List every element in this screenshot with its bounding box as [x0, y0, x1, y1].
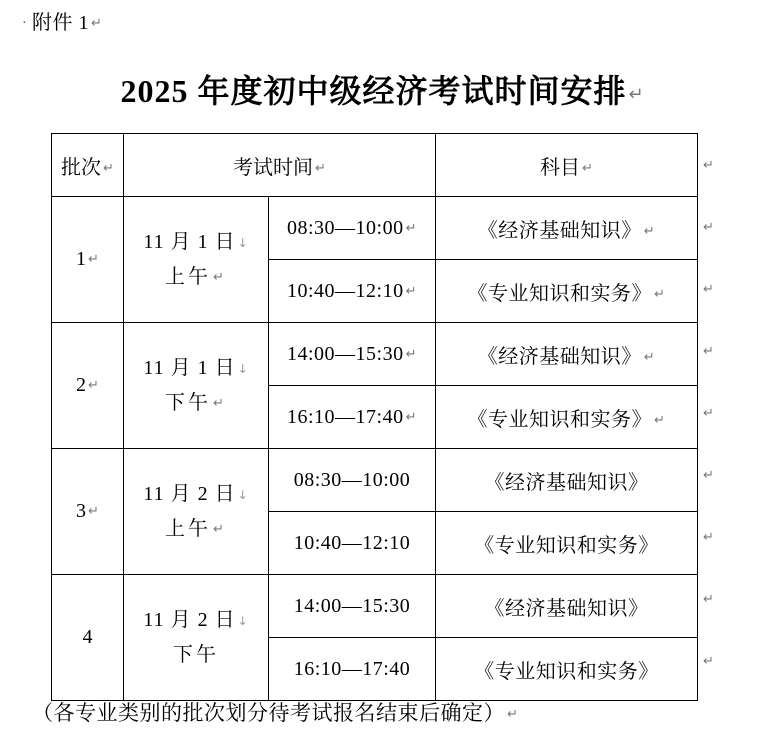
table-row [52, 449, 698, 512]
time-cell [269, 260, 436, 323]
paragraph-mark-icon: ↵ [703, 158, 714, 173]
subject-cell [436, 575, 698, 638]
time-range: 08:30—10:00 [293, 468, 411, 491]
subject-name: 《经济基础知识》 [477, 219, 642, 242]
batch-number: 4 [82, 626, 93, 648]
table-row [52, 323, 698, 386]
paragraph-mark-icon: ↵ [88, 378, 99, 393]
paragraph-mark-icon: ↵ [88, 252, 99, 267]
line-break-icon: ↓ [237, 613, 249, 628]
date-halfday-label: 上午 [165, 517, 212, 540]
paragraph-mark-icon: ↵ [703, 654, 714, 669]
paragraph-mark-icon: ↵ [703, 282, 714, 297]
subject-cell [436, 197, 698, 260]
date-cell [124, 197, 269, 323]
line-break-icon: ↓ [237, 487, 249, 502]
paragraph-mark-icon: ↵ [405, 283, 418, 299]
paragraph-mark-icon: ↵ [213, 269, 227, 285]
table-header-row [52, 134, 698, 197]
time-range: 14:00—15:30 [293, 594, 411, 617]
time-cell [269, 197, 436, 260]
paragraph-mark-icon: ↵ [405, 346, 418, 362]
date-halfday-label: 上午 [165, 265, 212, 288]
date-cell [124, 449, 269, 575]
paragraph-mark-icon: ↵ [405, 220, 418, 236]
page-title-text: 2025 年度初中级经济考试时间安排 [120, 73, 627, 109]
batch-number: 1 [76, 248, 87, 270]
attachment-label-line [22, 6, 102, 35]
paragraph-mark-icon: ↵ [703, 344, 714, 359]
date-cell [124, 575, 269, 701]
paragraph-mark-icon: ↵ [703, 468, 714, 483]
batch-number: 3 [76, 500, 87, 522]
paragraph-mark-icon: ↵ [703, 592, 714, 607]
footnote-text: （各专业类别的批次划分待考试报名结束后确定） [32, 701, 505, 725]
time-cell [269, 449, 436, 512]
subject-name: 《专业知识和实务》 [474, 660, 659, 683]
date-day-label: 11 月 2 日 [143, 608, 236, 631]
batch-cell [52, 575, 124, 701]
subject-cell [436, 638, 698, 701]
paragraph-mark-icon: ↵ [507, 707, 519, 722]
subject-name: 《专业知识和实务》 [474, 534, 659, 557]
column-header-subject-label: 科目 [540, 156, 581, 179]
line-break-icon: ↓ [237, 235, 249, 250]
time-cell [269, 323, 436, 386]
batch-cell [52, 449, 124, 575]
column-header-exam-time [124, 134, 436, 197]
column-header-batch-label: 批次 [61, 156, 102, 179]
subject-cell [436, 449, 698, 512]
date-day-label: 11 月 1 日 [143, 230, 236, 253]
subject-name: 《经济基础知识》 [477, 345, 642, 368]
column-header-exam-time-label: 考试时间 [233, 156, 314, 179]
table-row [52, 575, 698, 638]
paragraph-mark-icon: ↵ [643, 349, 656, 365]
time-range: 16:10—17:40 [286, 405, 404, 428]
paragraph-mark-icon: ↵ [88, 504, 99, 519]
batch-cell [52, 197, 124, 323]
subject-cell [436, 386, 698, 449]
paragraph-mark-icon: ↵ [315, 160, 326, 176]
subject-cell [436, 512, 698, 575]
time-cell [269, 638, 436, 701]
paragraph-mark-icon: ↵ [703, 530, 714, 545]
date-day-label: 11 月 2 日 [143, 482, 236, 505]
subject-name: 《经济基础知识》 [484, 471, 649, 494]
time-cell [269, 512, 436, 575]
paragraph-mark-icon: ↵ [405, 409, 418, 425]
date-cell [124, 323, 269, 449]
paragraph-mark-icon: ↵ [103, 160, 114, 176]
paragraph-mark-icon: ↵ [213, 521, 227, 537]
subject-name: 《经济基础知识》 [484, 597, 649, 620]
paragraph-mark-icon: ↵ [654, 412, 666, 428]
column-header-batch [52, 134, 124, 197]
time-range: 14:00—15:30 [286, 342, 404, 365]
page-title [0, 66, 765, 112]
date-halfday-label: 下午 [173, 643, 219, 666]
bullet-dot: · [22, 16, 28, 32]
subject-cell [436, 323, 698, 386]
paragraph-mark-icon: ↵ [643, 223, 656, 239]
time-range: 10:40—12:10 [286, 279, 404, 302]
paragraph-mark-icon: ↵ [213, 395, 227, 411]
paragraph-mark-icon: ↵ [703, 406, 714, 421]
column-header-subject [436, 134, 698, 197]
date-halfday-label: 下午 [165, 391, 212, 414]
time-range: 16:10—17:40 [293, 657, 411, 680]
table-row [52, 197, 698, 260]
batch-number: 2 [76, 374, 87, 396]
time-range: 10:40—12:10 [293, 531, 411, 554]
exam-schedule-table [51, 133, 698, 701]
time-cell [269, 386, 436, 449]
time-range: 08:30—10:00 [286, 216, 404, 239]
paragraph-mark-icon: ↵ [91, 16, 103, 31]
subject-name: 《专业知识和实务》 [467, 282, 653, 305]
subject-name: 《专业知识和实务》 [467, 408, 653, 431]
date-day-label: 11 月 1 日 [143, 356, 236, 379]
batch-cell [52, 323, 124, 449]
time-cell [269, 575, 436, 638]
paragraph-mark-icon: ↵ [628, 84, 645, 105]
footnote [32, 697, 518, 727]
paragraph-mark-icon: ↵ [582, 160, 593, 176]
paragraph-mark-icon: ↵ [654, 286, 666, 302]
attachment-label: 附件 1 [32, 12, 89, 34]
subject-cell [436, 260, 698, 323]
line-break-icon: ↓ [237, 361, 249, 376]
paragraph-mark-icon: ↵ [703, 220, 714, 235]
